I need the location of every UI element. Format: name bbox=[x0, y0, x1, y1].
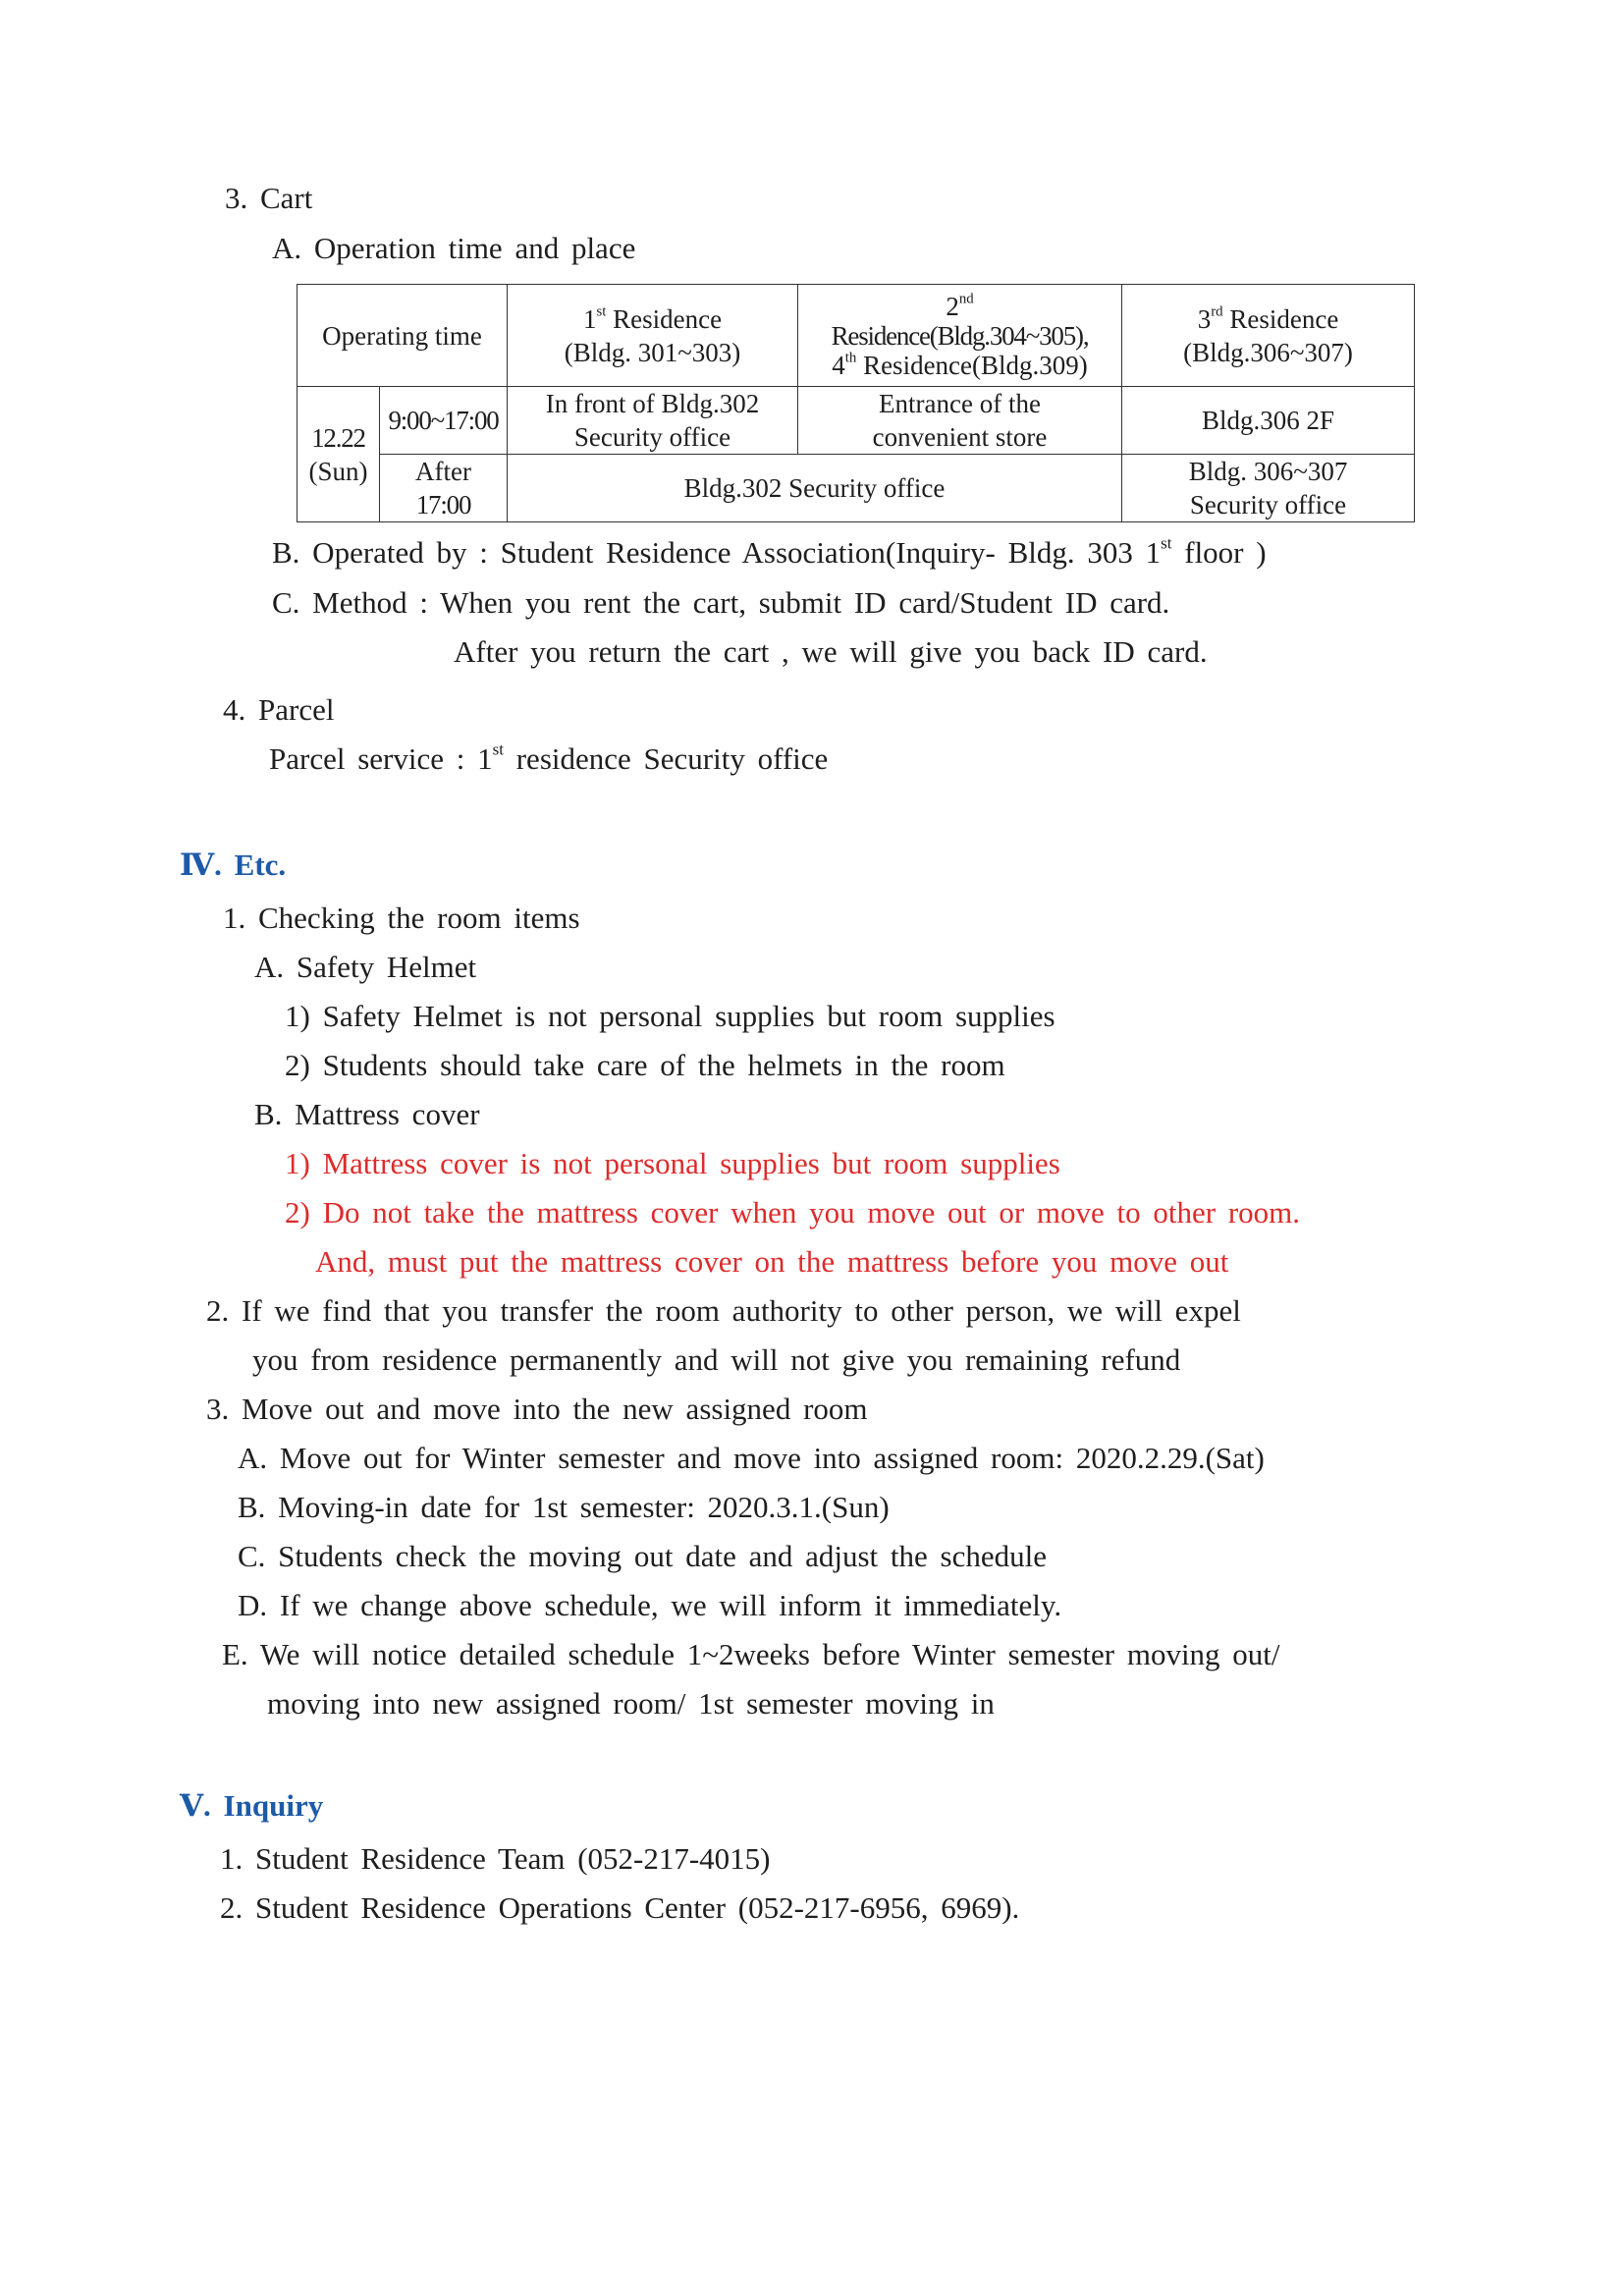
etc-item-1a2: 2) Students should take care of the helmets in the room bbox=[285, 1048, 1005, 1082]
etc-item-3e: E. We will notice detailed schedule 1~2weeks before Winter semester moving out/ bbox=[222, 1637, 1280, 1671]
cart-heading: 3. Cart bbox=[225, 181, 313, 215]
parcel-service: Parcel service : 1st residence Security office bbox=[269, 739, 829, 776]
header-residence-3: 3rd Residence (Bldg.306~307) bbox=[1122, 285, 1415, 387]
cell-evening-security-office: Bldg.302 Security office bbox=[508, 455, 1122, 522]
cell-residence-3-evening: Bldg. 306~307 Security office bbox=[1122, 455, 1415, 522]
header-residence-1: 1st Residence (Bldg. 301~303) bbox=[508, 285, 798, 387]
time-daytime-cell: 9:00~17:00 bbox=[380, 387, 508, 455]
etc-item-1b1: 1) Mattress cover is not personal supplies but room supplies bbox=[285, 1146, 1060, 1180]
cart-operation-subheading: A. Operation time and place bbox=[272, 231, 636, 265]
cart-method: C. Method : When you rent the cart, submit ID card/Student ID card. bbox=[272, 585, 1170, 620]
etc-item-3c: C. Students check the moving out date and adjust the schedule bbox=[238, 1539, 1047, 1573]
etc-item-1: 1. Checking the room items bbox=[223, 901, 580, 935]
parcel-heading: 4. Parcel bbox=[223, 692, 335, 727]
etc-item-3d: D. If we change above schedule, we will inform it immediately. bbox=[238, 1588, 1062, 1622]
etc-item-3e-cont: moving into new assigned room/ 1st semester moving in bbox=[267, 1686, 995, 1721]
etc-item-1b: B. Mattress cover bbox=[254, 1097, 480, 1131]
cell-residence-2-daytime: Entrance of the convenient store bbox=[798, 387, 1122, 455]
etc-item-1b2-cont: And, must put the mattress cover on the mattress before you move out bbox=[315, 1244, 1229, 1279]
etc-item-3b: B. Moving-in date for 1st semester: 2020.3.1.(Sun) bbox=[238, 1490, 890, 1524]
etc-item-2: 2. If we find that you transfer the room authority to other person, we will expel bbox=[206, 1293, 1241, 1328]
etc-item-3: 3. Move out and move into the new assigned room bbox=[206, 1392, 868, 1426]
header-operating-time: Operating time bbox=[298, 285, 508, 387]
cart-operated-by: B. Operated by : Student Residence Association(Inquiry- Bldg. 303 1st floor ) bbox=[272, 533, 1267, 570]
inquiry-item-1: 1. Student Residence Team (052-217-4015) bbox=[220, 1841, 771, 1876]
header-residence-2-4: 2nd Residence(Bldg.304~305), 4th Residence(Bldg.309) bbox=[798, 285, 1122, 387]
date-cell: 12.22 (Sun) bbox=[298, 387, 380, 522]
cell-residence-3-daytime: Bldg.306 2F bbox=[1122, 387, 1415, 455]
cart-operation-table bbox=[297, 284, 1415, 522]
table-row bbox=[298, 387, 1415, 455]
table-row bbox=[298, 455, 1415, 522]
section-inquiry-heading: Ⅴ. Inquiry bbox=[180, 1788, 324, 1823]
section-etc-heading: Ⅳ. Etc. bbox=[180, 847, 287, 882]
etc-item-1a1: 1) Safety Helmet is not personal supplies but room supplies bbox=[285, 999, 1055, 1033]
etc-item-1a: A. Safety Helmet bbox=[254, 950, 477, 984]
inquiry-item-2: 2. Student Residence Operations Center (052-217-6956, 6969). bbox=[220, 1890, 1020, 1925]
cart-method-return: After you return the cart , we will give you back ID card. bbox=[454, 634, 1208, 669]
time-evening-cell: After 17:00 bbox=[380, 455, 508, 522]
etc-item-2-cont: you from residence permanently and will not give you remaining refund bbox=[252, 1342, 1181, 1377]
table-header-row bbox=[298, 285, 1415, 387]
etc-item-1b2: 2) Do not take the mattress cover when you move out or move to other room. bbox=[285, 1195, 1301, 1230]
cell-residence-1-daytime: In front of Bldg.302 Security office bbox=[508, 387, 798, 455]
etc-item-3a: A. Move out for Winter semester and move into assigned room: 2020.2.29.(Sat) bbox=[238, 1441, 1265, 1475]
